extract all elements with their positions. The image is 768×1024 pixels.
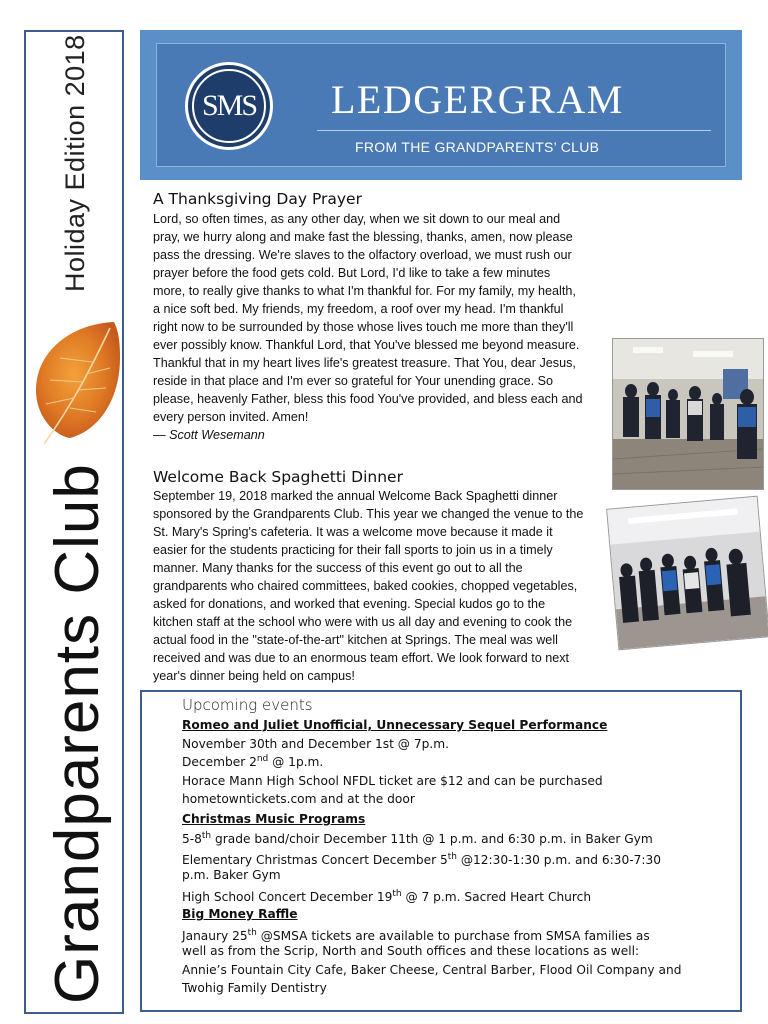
christmas-band-text: grade band/choir December 11th @ 1 p.m. and 6:30 p.m. in Baker Gym [211, 832, 653, 847]
spaghetti-line: actual food in the "state-of-the-art" kitchen at Springs. The meal was well [153, 633, 558, 647]
spaghetti-line: asked for donations, and worked that evening. Special kudos go to the [153, 597, 546, 611]
spaghetti-body [153, 487, 633, 685]
christmas-heading: Christmas Music Programs [182, 812, 366, 826]
newsletter-subtitle: FROM THE GRANDPARENTS’ CLUB [355, 139, 600, 155]
spaghetti-line: kitchen staff at the school who were with us all day and evening to cook the [153, 615, 573, 629]
masthead-banner [140, 30, 742, 180]
prayer-line: reside in that place and I'm ever so grateful for Your unending grace. So [153, 374, 554, 388]
christmas-elem-time: @12:30-1:30 p.m. and 6:30-7:30 [456, 853, 661, 868]
christmas-elem-sup: th [447, 852, 457, 862]
edition-label: Holiday Edition 2018 [60, 34, 90, 292]
raffle-date [182, 928, 650, 943]
prayer-line: every person invited. Amen! [153, 410, 309, 424]
romeo-date2-time: @ 1p.m. [268, 755, 324, 770]
christmas-band-sup: th [201, 831, 212, 841]
christmas-elem-text: Elementary Christmas Concert December 5 [182, 853, 448, 868]
christmas-hs-text: High School Concert December 19 [182, 890, 393, 905]
prayer-line: prayer before the food gets cold. But Lord, I'd like to take a few minutes [153, 266, 551, 280]
christmas-highschool [182, 889, 591, 904]
spaghetti-line: easier for the students practicing for their fall sports to join us in a timely [153, 543, 553, 557]
events-title: Upcoming events [182, 696, 313, 714]
prayer-title: A Thanksgiving Day Prayer [153, 190, 362, 208]
prayer-line: Thankful that in my heart lives life's greatest treasure. That You, dear Jesus, [153, 356, 576, 370]
romeo-ticket-url: hometowntickets.com and at the door [182, 792, 415, 806]
raffle-locations-cont: Twohig Family Dentistry [182, 981, 327, 995]
upcoming-events-box [140, 690, 742, 1012]
prayer-author: — Scott Wesemann [153, 428, 265, 442]
prayer-line: a nice soft bed. My friends, my freedom, a roof over my head. I'm thankful [153, 302, 564, 316]
romeo-dates: November 30th and December 1st @ 7p.m. [182, 737, 449, 751]
romeo-ticket-info: Horace Mann High School NFDL ticket are $12 and can be purchased [182, 774, 603, 788]
prayer-line: ever possibly know. Thankful Lord, that You've blessed me beyond measure. [153, 338, 580, 352]
sms-logo [185, 62, 273, 150]
raffle-offices: well as from the Scrip, North and South offices and these locations as well: [182, 944, 640, 958]
christmas-band [182, 831, 653, 846]
prayer-line: right now to be surrounded by those whose lives touch me more than they'll [153, 320, 574, 334]
title-divider [317, 130, 711, 131]
christmas-elementary-cont: p.m. Baker Gym [182, 868, 281, 882]
autumn-leaf-icon [30, 318, 124, 448]
spaghetti-title: Welcome Back Spaghetti Dinner [153, 468, 403, 486]
spaghetti-line: received and was due to an enormous team effort. We look forward to next [153, 651, 570, 665]
prayer-line: more, to really give thanks to what I'm thankful for. For my family, my health, [153, 284, 576, 298]
raffle-heading: Big Money Raffle [182, 907, 298, 921]
romeo-date2-sup: nd [256, 754, 269, 764]
christmas-hs-sup: th [392, 889, 402, 899]
cafeteria-line-photo [612, 338, 764, 490]
spaghetti-line: September 19, 2018 marked the annual Welcome Back Spaghetti dinner [153, 489, 558, 503]
prayer-line: please, heavenly Father, bless this food You've provided, and bless each and [153, 392, 583, 406]
spaghetti-line: St. Mary's Spring's cafeteria. It was a welcome move because it made it [153, 525, 553, 539]
spaghetti-line: year's dinner being held on campus! [153, 669, 355, 683]
christmas-elementary [182, 852, 661, 867]
masthead-inner [156, 43, 726, 167]
romeo-date2 [182, 754, 323, 769]
spaghetti-line: grandparents who chaired committees, baked cookies, chopped vegetables, [153, 579, 578, 593]
dinner-crowd-photo [606, 496, 768, 651]
romeo-heading: Romeo and Juliet Unofficial, Unnecessary Sequel Performance [182, 718, 608, 732]
club-label: Grandparents Club [43, 463, 112, 1004]
sms-logo-text: SMS [192, 69, 266, 143]
christmas-hs-time: @ 7 p.m. Sacred Heart Church [401, 890, 592, 905]
prayer-body [153, 210, 623, 444]
prayer-line: pass the dressing. We're slaves to the olfactory overload, we must rush our [153, 248, 572, 262]
christmas-band-grade: 5-8 [182, 832, 202, 847]
raffle-locations: Annie’s Fountain City Cafe, Baker Cheese, Central Barber, Flood Oil Company and [182, 963, 682, 977]
raffle-date-text: Janaury 25 [182, 929, 248, 944]
raffle-date-info: @SMSA tickets are available to purchase from SMSA families as [256, 929, 650, 944]
newsletter-title: LEDGERGRAM [331, 77, 624, 122]
romeo-date2-text: December 2 [182, 755, 257, 770]
spaghetti-line: sponsored by the Grandparents Club. This year we changed the venue to the [153, 507, 584, 521]
raffle-date-sup: th [247, 928, 257, 938]
spaghetti-line: manner. Many thanks for the success of this event go out to all the [153, 561, 523, 575]
prayer-line: Lord, so often times, as any other day, when we sit down to our meal and [153, 212, 561, 226]
prayer-line: pray, we hurry along and make fast the blessing, thanks, amen, now please [153, 230, 573, 244]
